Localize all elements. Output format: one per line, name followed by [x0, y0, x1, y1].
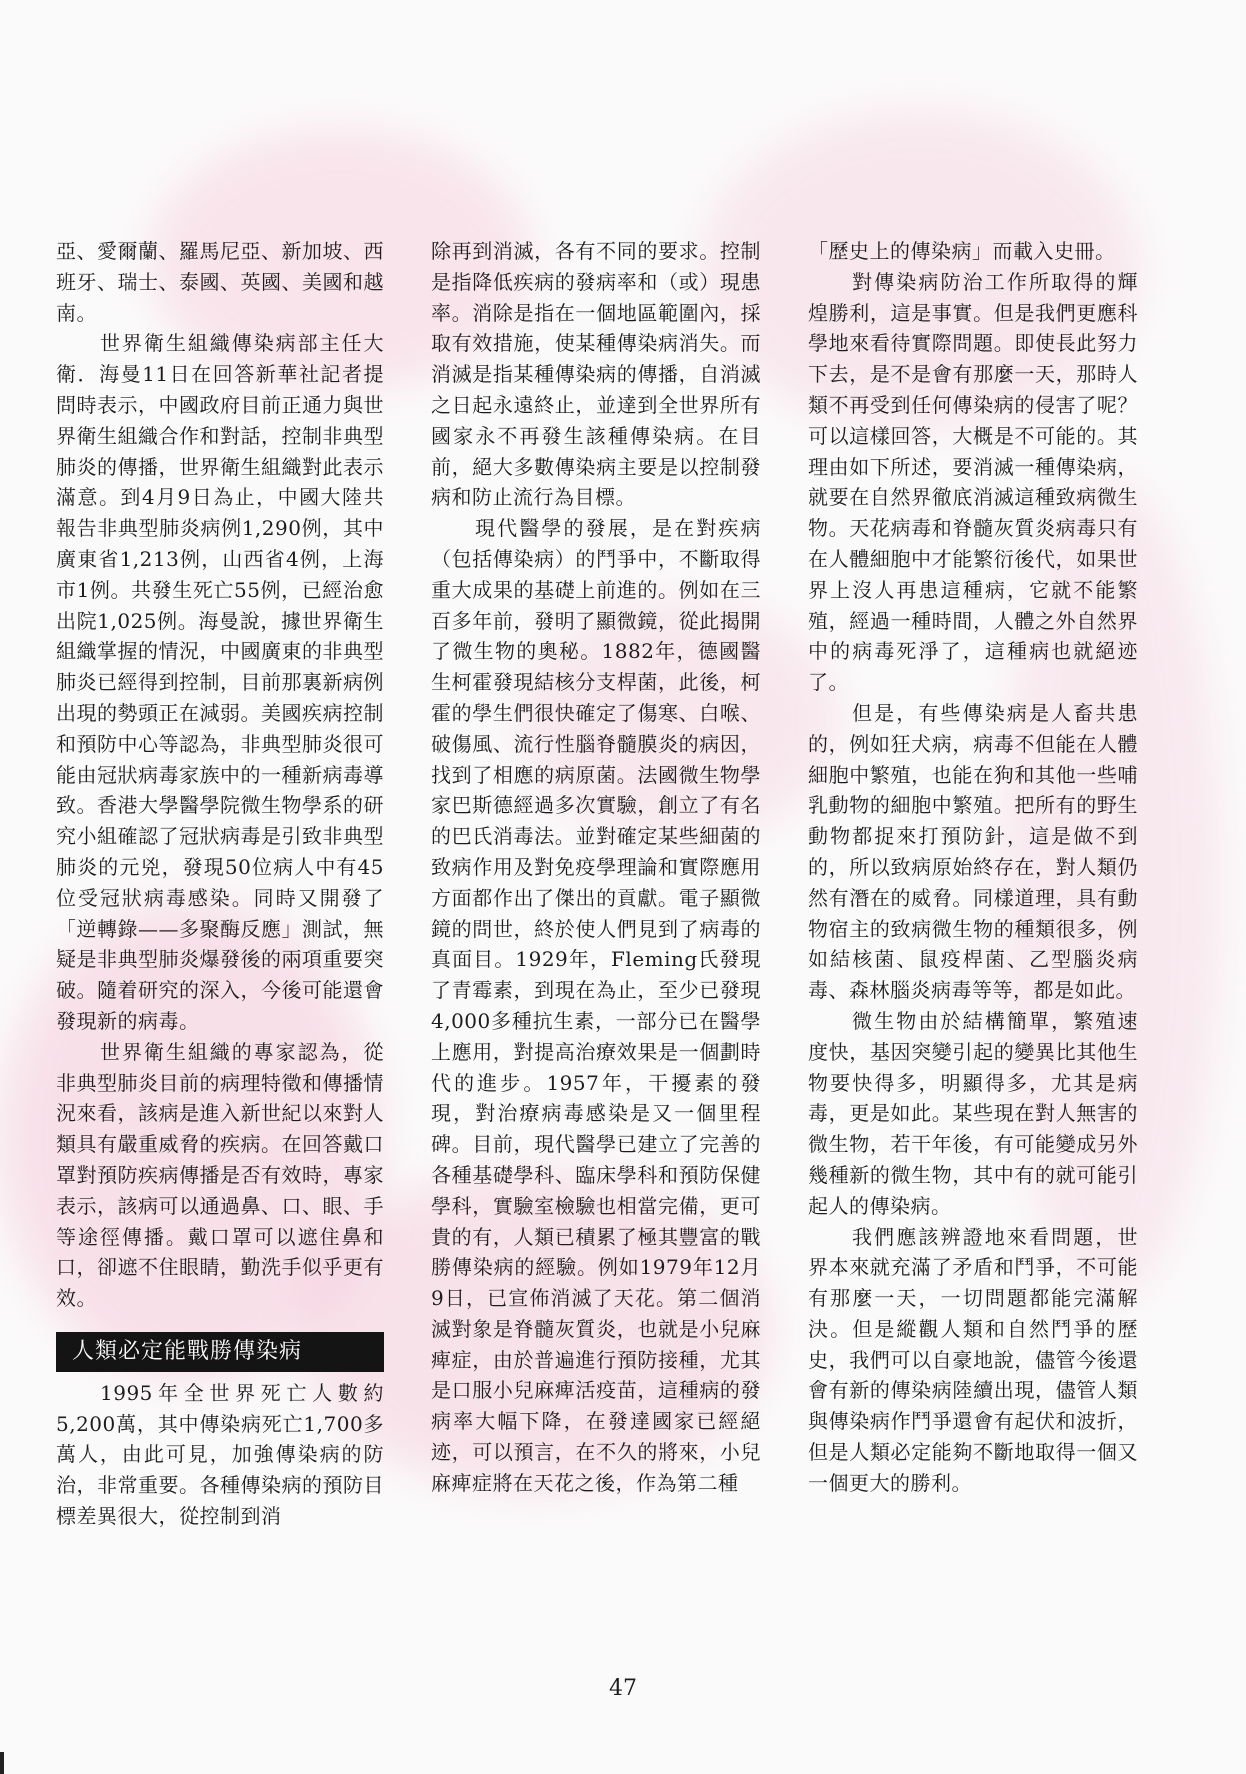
paragraph: 1995年全世界死亡人數約5,200萬，其中傳染病死亡1,700多萬人，由此可見，加強傳染病的防治，非常重要。各種傳染病的預防目標差異很大，從控制到消 [56, 1380, 384, 1529]
text-column-3 [808, 236, 1138, 1499]
paragraph: 對傳染病防治工作所取得的輝煌勝利，這是事實。但是我們更應科學地來看待實際問題。即使長此努力下去，是不是會有那麼一天，那時人類不再受到任何傳染病的侵害了呢？可以這樣回答，大概是不可能的。其理由如下所述，要消滅一種傳染病，就要在自然界徹底消滅這種致病微生物。天花病毒和脊髓灰質炎病毒只有在人體細胞中才能繁衍後代，如果世界上沒人再患這種病，它就不能繁殖，經過一種時間，人體之外自然界中的病毒死淨了，這種病也就絕迹了。 [808, 269, 1138, 695]
text-column-1 [56, 236, 384, 1532]
paragraph: 現代醫學的發展，是在對疾病（包括傳染病）的鬥爭中，不斷取得重大成果的基礎上前進的。例如在三百多年前，發明了顯微鏡，從此揭開了微生物的奧秘。1882年，德國醫生柯霍發現結核分支桿菌，此後，柯霍的學生們很快確定了傷寒、白喉、破傷風、流行性腦脊髓膜炎的病因，找到了相應的病原菌。法國微生物學家巴斯德經過多次實驗，創立了有名的巴氏消毒法。並對確定某些細菌的致病作用及對免疫學理論和實際應用方面都作出了傑出的貢獻。電子顯微鏡的問世，終於使人們見到了病毒的真面目。1929年，Fleming氏發現了青霉素，到現在為止，至少已發現4,000多種抗生素，一部分已在醫學上應用，對提高治療效果是一個劃時代的進步。1957年，干擾素的發現，對治療病毒感染是又一個里程碑。目前，現代醫學已建立了完善的各種基礎學科、臨床學科和預防保健學科，實驗室檢驗也相當完備，更可貴的有，人類已積累了極其豐富的戰勝傳染病的經驗。例如1979年12月9日，已宣佈消滅了天花。第二個消滅對象是脊髓灰質炎，也就是小兒麻痺症，由於普遍進行預防接種，尤其是口服小兒麻痺活疫苗，這種病的發病率大幅下降，在發達國家已經絕迹，可以預言，在不久的將來，小兒麻痺症將在天花之後，作為第二種 [431, 516, 761, 1495]
text-column-2 [431, 236, 761, 1499]
paragraph: 亞、愛爾蘭、羅馬尼亞、新加坡、西班牙、瑞士、泰國、英國、美國和越南。 [56, 239, 384, 325]
paragraph: 除再到消滅，各有不同的要求。控制是指降低疾病的發病率和（或）現患率。消除是指在一個地區範圍內，採取有效措施，使某種傳染病消失。而消滅是指某種傳染病的傳播，自消滅之日起永遠終止，並達到全世界所有國家永不再發生該種傳染病。在目前，絕大多數傳染病主要是以控制發病和防止流行為目標。 [431, 239, 761, 510]
paragraph: 世界衛生組織的專家認為，從非典型肺炎目前的病理特徵和傳播情況來看，該病是進入新世紀以來對人類具有嚴重威脅的疾病。在回答戴口罩對預防疾病傳播是否有效時，專家表示，該病可以通過鼻、口、眼、手等途徑傳播。戴口罩可以遮住鼻和口，卻遮不住眼睛，勤洗手似乎更有效。 [56, 1039, 384, 1311]
paragraph: 我們應該辨證地來看問題，世界本來就充滿了矛盾和鬥爭，不可能有那麼一天，一切問題都能完滿解決。但是縱觀人類和自然鬥爭的歷史，我們可以自豪地說，儘管今後還會有新的傳染病陸續出現，儘管人類與傳染病作鬥爭還會有起伏和波折，但是人類必定能夠不斷地取得一個又一個更大的勝利。 [808, 1224, 1138, 1495]
scan-edge-mark [0, 1752, 4, 1774]
paragraph: 微生物由於結構簡單，繁殖速度快，基因突變引起的變異比其他生物要快得多，明顯得多，尤其是病毒，更是如此。某些現在對人無害的微生物，若干年後，有可能變成另外幾種新的微生物，其中有的就可能引起人的傳染病。 [808, 1008, 1138, 1218]
paragraph: 世界衛生組織傳染病部主任大衛．海曼11日在回答新華社記者提問時表示，中國政府目前正通力與世界衛生組織合作和對話，控制非典型肺炎的傳播，世界衛生組織對此表示滿意。到4月9日為止，中國大陸共報告非典型肺炎病例1,290例，其中廣東省1,213例，山西省4例，上海市1例。共發生死亡55例，已經治愈出院1,025例。海曼說，據世界衛生組織掌握的情況，中國廣東的非典型肺炎已經得到控制，目前那裏新病例出現的勢頭正在減弱。美國疾病控制和預防中心等認為，非典型肺炎很可能由冠狀病毒家族中的一種新病毒導致。香港大學醫學院微生物學系的研究小組確認了冠狀病毒是引致非典型肺炎的元兇，發現50位病人中有45位受冠狀病毒感染。同時又開發了「逆轉錄——多聚酶反應」測試，無疑是非典型肺炎爆發後的兩項重要突破。隨着研究的深入，今後可能還會發現新的病毒。 [56, 331, 384, 1033]
paragraph: 但是，有些傳染病是人畜共患的，例如狂犬病，病毒不但能在人體細胞中繁殖，也能在狗和其他一些哺乳動物的細胞中繁殖。把所有的野生動物都捉來打預防針，這是做不到的，所以致病原始終存在，對人類仍然有潛在的威脅。同樣道理，具有動物宿主的致病微生物的種類很多，例如結核菌、鼠疫桿菌、乙型腦炎病毒、森林腦炎病毒等等，都是如此。 [808, 700, 1138, 1003]
paragraph: 「歷史上的傳染病」而載入史冊。 [808, 239, 1116, 263]
section-heading: 人類必定能戰勝傳染病 [56, 1332, 384, 1372]
page-number: 47 [609, 1676, 637, 1701]
